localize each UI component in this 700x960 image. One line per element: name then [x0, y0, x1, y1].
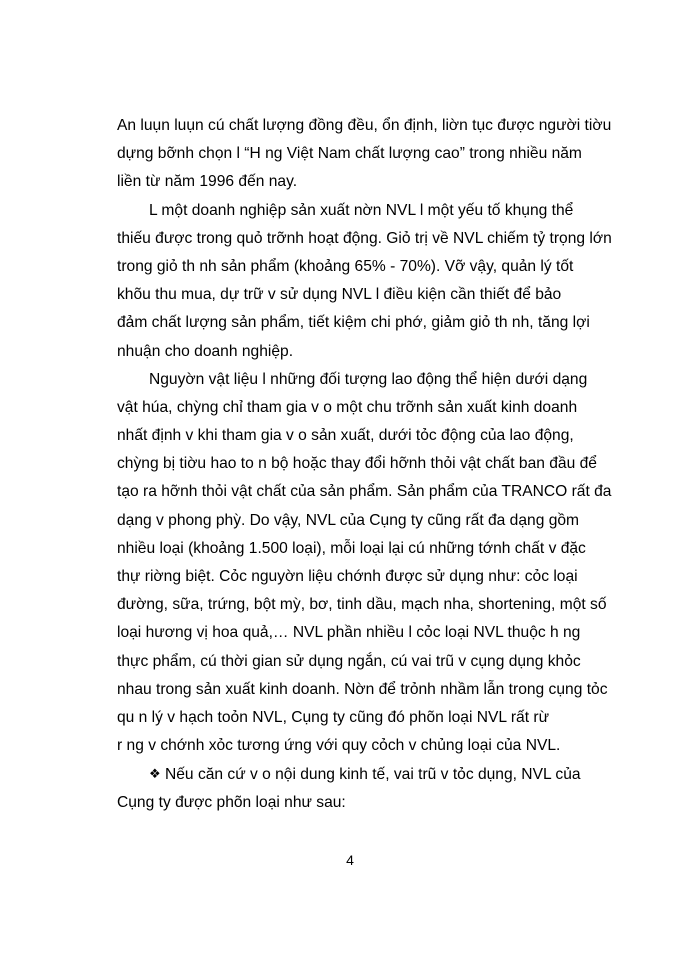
text-line: khõu thu mua, dự trữ v sử dụng NVL l điều kiện cần thiết để bảo [117, 286, 562, 304]
text-line: trong giỏ th nh sản phẩm (khoảng 65% - 70%). Vỡ vậy, quản lý tốt [117, 257, 574, 275]
paragraph-nvl-definition [117, 366, 637, 761]
text-line: r ng v chớnh xỏc tương ứng với quy cỏch v chủng loại của NVL. [117, 737, 561, 755]
text-line: nhau trong sản xuất kinh doanh. Nờn để trỏnh nhầm lẫn trong cụng tỏc [117, 680, 608, 698]
text-line: nhất định v khi tham gia v o sản xuất, dưới tỏc động của lao động, [117, 427, 574, 445]
bullet-line [117, 760, 637, 788]
text-line: loại hương vị hoa quả,… NVL phần nhiều l cỏc loại NVL thuộc h ng [117, 624, 581, 642]
text-line: thự riờng biệt. Cỏc nguyờn liệu chớnh được sử dụng như: cỏc loại [117, 568, 578, 585]
diamond-bullet-icon: ❖ [149, 766, 161, 782]
text-line: dựng bỡnh chọn l “H ng Việt Nam chất lượng cao” trong nhiều năm [117, 145, 582, 163]
text-line: tạo ra hỡnh thỏi vật chất của sản phẩm. Sản phẩm của TRANCO rất đa [117, 483, 612, 501]
text-line: Nguyờn vật liệu l những đối tượng lao động thể hiện dưới dạng [149, 370, 588, 388]
text-line: liền từ năm 1996 đến nay. [117, 173, 298, 191]
page-number: 4 [346, 852, 354, 868]
text-line: Cụng ty được phõn loại như sau: [117, 793, 346, 811]
paragraph-intro [117, 112, 637, 197]
text-line: vật húa, chỳng chỉ tham gia v o một chu trỡnh sản xuất kinh doanh [117, 398, 578, 416]
text-line: Nếu căn cứ v o nội dung kinh tế, vai trũ v tỏc dụng, NVL của [165, 766, 581, 784]
text-line: thực phẩm, cú thời gian sử dụng ngắn, cú vai trũ v cụng dụng khỏc [117, 652, 581, 670]
text-line: đường, sữa, trứng, bột mỳ, bơ, tinh dầu, mạch nha, shortening, một số [117, 596, 607, 614]
text-line: nhuận cho doanh nghiệp. [117, 342, 294, 360]
text-line: đảm chất lượng sản phẩm, tiết kiệm chi phớ, giảm giỏ th nh, tăng lợi [117, 314, 590, 332]
text-line: nhiều loại (khoảng 1.500 loại), mỗi loại lại cú những tớnh chất v đặc [117, 539, 586, 557]
text-line: qu n lý v hạch toỏn NVL, Cụng ty cũng đó phõn loại NVL rất rừ [117, 708, 550, 726]
text-line: An luụn luụn cú chất lượng đồng đều, ổn định, liờn tục được người tiờu [117, 117, 612, 134]
text-line: thiếu được trong quỏ trỡnh hoạt động. Giỏ trị về NVL chiếm tỷ trọng lớn [117, 229, 612, 247]
text-line: dạng v phong phỳ. Do vậy, NVL của Cụng ty cũng rất đa dạng gồm [117, 511, 580, 529]
text-line: L một doanh nghiệp sản xuất nờn NVL l một yếu tố khụng thể [149, 201, 574, 219]
bullet-item-classification [117, 760, 637, 816]
document-body [117, 112, 637, 817]
paragraph-nvl-role [117, 197, 637, 366]
text-line: chỳng bị tiờu hao to n bộ hoặc thay đổi hỡnh thỏi vật chất ban đầu để [117, 455, 597, 473]
